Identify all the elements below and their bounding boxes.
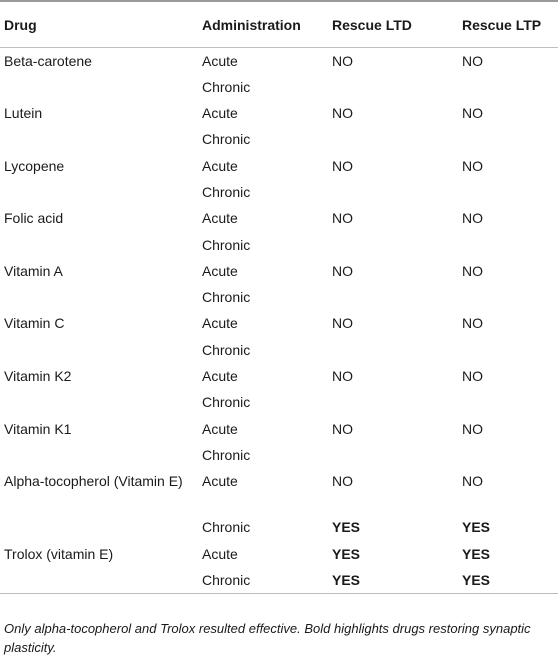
cell-rescue-ltp xyxy=(458,232,558,258)
table-row xyxy=(0,389,558,415)
cell-rescue-ltd xyxy=(328,179,458,205)
table-row xyxy=(0,416,558,442)
cell-drug xyxy=(0,126,198,152)
cell-drug xyxy=(0,389,198,415)
cell-administration: Acute xyxy=(202,473,238,490)
cell-rescue-ltp: NO xyxy=(462,420,483,437)
table-row xyxy=(0,541,558,567)
cell-rescue-ltp xyxy=(458,284,558,310)
cell-rescue-ltp: NO xyxy=(462,210,483,227)
cell-drug xyxy=(0,74,198,100)
cell-drug: Vitamin K2 xyxy=(4,368,72,385)
table-row xyxy=(0,126,558,152)
cell-drug xyxy=(0,442,198,468)
table-row xyxy=(0,468,558,514)
cell-administration: Chronic xyxy=(202,183,251,200)
cell-rescue-ltp: NO xyxy=(462,473,483,490)
cell-drug: Vitamin K1 xyxy=(4,420,72,437)
cell-rescue-ltd: YES xyxy=(328,567,458,593)
table-row xyxy=(0,48,558,74)
cell-rescue-ltp xyxy=(458,337,558,363)
cell-administration: Chronic xyxy=(202,131,251,148)
cell-rescue-ltd: NO xyxy=(332,368,353,385)
cell-administration: Chronic xyxy=(202,446,251,463)
cell-rescue-ltp: NO xyxy=(462,262,483,279)
table-row xyxy=(0,153,558,179)
cell-drug: Beta-carotene xyxy=(4,53,92,69)
cell-rescue-ltp: YES xyxy=(462,545,491,562)
cell-rescue-ltp xyxy=(458,442,558,468)
cell-rescue-ltp xyxy=(458,389,558,415)
cell-rescue-ltp: NO xyxy=(462,53,483,69)
cell-rescue-ltd: NO xyxy=(332,262,353,279)
cell-administration: Acute xyxy=(202,210,238,227)
cell-rescue-ltd: YES xyxy=(332,519,361,536)
cell-administration: Chronic xyxy=(198,567,328,593)
cell-drug xyxy=(0,514,198,540)
table-row xyxy=(0,337,558,363)
table-row xyxy=(0,363,558,389)
cell-administration: Chronic xyxy=(202,519,251,536)
cell-drug: Lutein xyxy=(4,105,43,122)
cell-rescue-ltp xyxy=(458,179,558,205)
cell-rescue-ltp xyxy=(458,126,558,152)
header-rescue-ltd: Rescue LTD xyxy=(328,1,458,48)
table-row xyxy=(0,442,558,468)
table-row xyxy=(0,567,558,593)
table-row xyxy=(0,284,558,310)
cell-administration: Chronic xyxy=(202,289,251,306)
cell-rescue-ltd: NO xyxy=(332,315,353,332)
cell-rescue-ltd: YES xyxy=(332,545,361,562)
cell-administration: Acute xyxy=(202,420,238,437)
cell-administration: Chronic xyxy=(202,394,251,411)
header-administration: Administration xyxy=(198,1,328,48)
cell-administration: Acute xyxy=(202,157,238,174)
cell-administration: Acute xyxy=(202,105,238,122)
cell-rescue-ltd: NO xyxy=(332,473,353,490)
cell-rescue-ltd xyxy=(328,389,458,415)
table-row xyxy=(0,310,558,336)
cell-rescue-ltp: YES xyxy=(462,519,491,536)
cell-rescue-ltd xyxy=(328,442,458,468)
cell-rescue-ltd: NO xyxy=(332,105,353,122)
cell-rescue-ltd xyxy=(328,284,458,310)
cell-rescue-ltp: NO xyxy=(462,157,483,174)
cell-rescue-ltd xyxy=(328,232,458,258)
table-row xyxy=(0,74,558,100)
cell-rescue-ltd xyxy=(328,126,458,152)
cell-drug: Vitamin A xyxy=(4,262,63,279)
cell-rescue-ltp: NO xyxy=(462,315,483,332)
cell-drug: Lycopene xyxy=(4,157,65,174)
header-rescue-ltp: Rescue LTP xyxy=(458,1,558,48)
table-row xyxy=(0,232,558,258)
cell-rescue-ltp: YES xyxy=(458,567,558,593)
cell-drug: Vitamin C xyxy=(4,315,65,332)
table-caption: Only alpha-tocopherol and Trolox resulted effective. Bold highlights drugs restoring synaptic plasticity. xyxy=(4,621,531,655)
cell-administration: Acute xyxy=(202,368,238,385)
cell-rescue-ltd: NO xyxy=(332,210,353,227)
table-row xyxy=(0,258,558,284)
cell-administration: Acute xyxy=(202,262,238,279)
cell-drug xyxy=(0,179,198,205)
cell-drug xyxy=(0,284,198,310)
cell-rescue-ltp: NO xyxy=(462,105,483,122)
table-row xyxy=(0,514,558,540)
cell-drug: Alpha-tocopherol (Vitamin E) xyxy=(4,473,183,490)
cell-administration: Chronic xyxy=(202,78,251,95)
table-body xyxy=(0,48,558,594)
cell-administration: Chronic xyxy=(202,341,251,358)
cell-rescue-ltd: NO xyxy=(332,157,353,174)
cell-drug xyxy=(0,232,198,258)
cell-rescue-ltp xyxy=(458,74,558,100)
cell-administration: Acute xyxy=(202,53,238,69)
cell-rescue-ltd xyxy=(328,74,458,100)
cell-drug: Folic acid xyxy=(4,210,64,227)
cell-rescue-ltp: NO xyxy=(462,368,483,385)
cell-drug xyxy=(0,337,198,363)
header-row xyxy=(0,1,558,48)
cell-administration: Acute xyxy=(202,315,238,332)
cell-rescue-ltd: NO xyxy=(332,53,353,69)
cell-administration: Chronic xyxy=(202,236,251,253)
cell-drug xyxy=(0,567,198,593)
cell-drug: Trolox (vitamin E) xyxy=(4,545,114,562)
table-row xyxy=(0,100,558,126)
header-drug: Drug xyxy=(0,1,198,48)
cell-rescue-ltd: NO xyxy=(332,420,353,437)
cell-administration: Acute xyxy=(202,545,238,562)
cell-rescue-ltd xyxy=(328,337,458,363)
table-row xyxy=(0,205,558,231)
table-row xyxy=(0,179,558,205)
